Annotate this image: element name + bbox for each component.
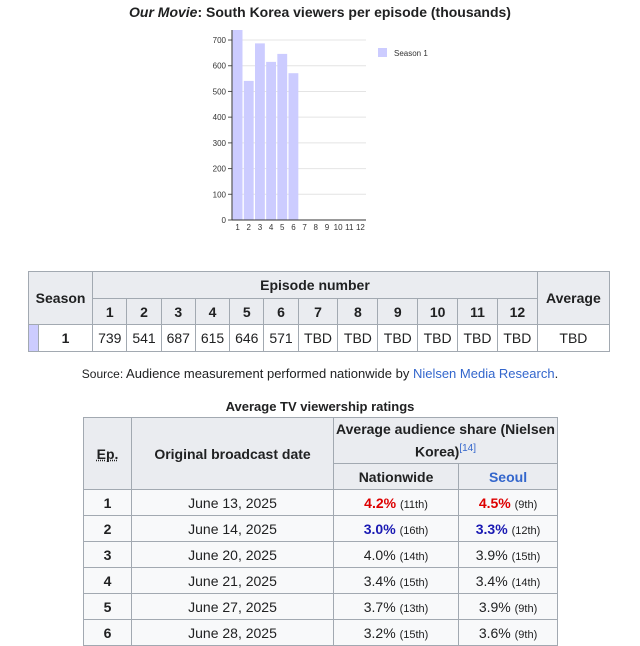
- seoul-share: 4.5%: [478, 494, 511, 511]
- nationwide-share: 3.7%: [363, 598, 396, 615]
- broadcast-date-cell: June 28, 2025: [132, 620, 334, 646]
- legend-swatch: [378, 48, 387, 57]
- table-row: [84, 516, 558, 542]
- nationwide-rank: (14th): [399, 550, 429, 563]
- chart-title: [0, 4, 640, 20]
- episode-number-header: Episode number: [93, 272, 538, 299]
- episode-header-row: [29, 299, 610, 325]
- seoul-cell: [459, 516, 558, 542]
- nationwide-share: 3.2%: [363, 624, 396, 641]
- date-header: Original broadcast date: [132, 418, 334, 490]
- nationwide-rank: (16th): [399, 524, 429, 537]
- table-row: [84, 594, 558, 620]
- episode-viewers-8: TBD: [338, 325, 378, 352]
- x-tick-label: 12: [355, 223, 365, 232]
- bar-episode-1: [233, 30, 243, 220]
- episode-viewers-4: 615: [195, 325, 229, 352]
- ep-abbr[interactable]: Ep.: [96, 445, 119, 462]
- episode-number-1: 1: [93, 299, 127, 325]
- x-tick-label: 5: [280, 223, 285, 232]
- x-tick-label: 3: [257, 223, 263, 232]
- average-header: Average: [537, 272, 609, 325]
- nationwide-cell: [334, 490, 459, 516]
- episode-cell: 4: [84, 568, 132, 594]
- y-tick-label: 500: [212, 87, 226, 97]
- episode-viewers-1: 739: [93, 325, 127, 352]
- episode-cell: 6: [84, 620, 132, 646]
- season-number: 1: [39, 325, 93, 352]
- nationwide-rank: (15th): [399, 576, 429, 589]
- episode-viewers-9: TBD: [378, 325, 418, 352]
- episode-number-6: 6: [264, 299, 298, 325]
- episode-cell: 1: [84, 490, 132, 516]
- y-tick-label: 100: [212, 190, 226, 200]
- nationwide-rank: (11th): [399, 498, 428, 511]
- broadcast-date-cell: June 27, 2025: [132, 594, 334, 620]
- seoul-rank: (15th): [511, 550, 541, 563]
- average-value: TBD: [537, 325, 609, 352]
- seoul-rank: (9th): [514, 602, 538, 615]
- seoul-header[interactable]: Seoul: [459, 464, 558, 490]
- nationwide-cell: [334, 594, 459, 620]
- table-row: [84, 542, 558, 568]
- nationwide-cell: [334, 620, 459, 646]
- x-tick-label: 2: [246, 223, 251, 232]
- episode-cell: 3: [84, 542, 132, 568]
- episode-viewers-12: TBD: [497, 325, 537, 352]
- bar-episode-5: [277, 54, 287, 220]
- episode-cell: 5: [84, 594, 132, 620]
- episode-number-10: 10: [418, 299, 458, 325]
- episode-cell: 2: [84, 516, 132, 542]
- source-note: [0, 366, 640, 381]
- episode-viewers-11: TBD: [458, 325, 498, 352]
- seoul-rank: (9th): [514, 498, 538, 511]
- legend-entry: Season 1: [394, 49, 428, 58]
- seoul-cell: [459, 490, 558, 516]
- chart-title-show-name: Our Movie: [129, 4, 198, 20]
- nationwide-share: 4.2%: [364, 494, 397, 511]
- seoul-cell: [459, 568, 558, 594]
- seoul-share: 3.4%: [475, 572, 508, 589]
- episode-viewers-5: 646: [230, 325, 264, 352]
- x-tick-label: 11: [345, 223, 354, 232]
- episode-number-4: 4: [195, 299, 229, 325]
- x-tick-label: 6: [291, 223, 296, 232]
- episode-number-9: 9: [378, 299, 418, 325]
- nationwide-share: 3.0%: [363, 520, 396, 537]
- viewers-bar-chart: [0, 24, 640, 236]
- episode-number-2: 2: [127, 299, 161, 325]
- x-tick-label: 1: [235, 223, 240, 232]
- x-tick-label: 9: [324, 223, 330, 232]
- reference-link[interactable]: [14]: [459, 443, 477, 455]
- seoul-share: 3.3%: [475, 520, 508, 537]
- episode-number-12: 12: [497, 299, 537, 325]
- y-tick-label: 300: [212, 138, 226, 148]
- seoul-cell: [459, 620, 558, 646]
- broadcast-date-cell: June 13, 2025: [132, 490, 334, 516]
- x-tick-label: 7: [302, 223, 307, 232]
- episode-number-7: 7: [298, 299, 338, 325]
- nationwide-cell: [334, 568, 459, 594]
- broadcast-date-cell: June 20, 2025: [132, 542, 334, 568]
- table-row: [84, 568, 558, 594]
- episode-viewers-3: 687: [161, 325, 195, 352]
- seoul-share: 3.9%: [475, 546, 508, 563]
- seoul-cell: [459, 542, 558, 568]
- table-row: [84, 490, 558, 516]
- ep-header: [84, 418, 132, 490]
- y-tick-label: 400: [212, 113, 226, 123]
- episode-viewers-6: 571: [264, 325, 298, 352]
- source-label: Source:: [81, 367, 124, 381]
- nationwide-cell: [334, 516, 459, 542]
- bar-episode-2: [244, 81, 254, 220]
- seoul-rank: (12th): [511, 524, 541, 537]
- episode-number-11: 11: [458, 299, 498, 325]
- seoul-rank: (14th): [511, 576, 541, 589]
- episode-number-3: 3: [161, 299, 195, 325]
- episode-number-5: 5: [230, 299, 264, 325]
- ratings-body: [84, 490, 558, 646]
- episode-number-8: 8: [338, 299, 378, 325]
- chart-title-rest: : South Korea viewers per episode (thousands): [197, 4, 511, 20]
- episode-viewers-table: [28, 271, 610, 352]
- table-row: [29, 325, 610, 352]
- x-tick-label: 8: [313, 223, 318, 232]
- season-header: Season: [29, 272, 93, 325]
- broadcast-date-cell: June 21, 2025: [132, 568, 334, 594]
- table-row: [84, 620, 558, 646]
- season-color-swatch: [29, 325, 39, 352]
- seoul-share: 3.9%: [478, 598, 511, 615]
- episode-viewers-2: 541: [127, 325, 161, 352]
- nationwide-share: 3.4%: [363, 572, 396, 589]
- bar-episode-6: [289, 73, 299, 220]
- y-tick-label: 700: [212, 36, 226, 46]
- nationwide-rank: (13th): [399, 602, 429, 615]
- share-header: [334, 418, 558, 464]
- bar-episode-4: [266, 62, 276, 220]
- y-tick-label: 200: [212, 164, 226, 174]
- y-tick-label: 0: [221, 216, 226, 225]
- bar-episode-3: [255, 43, 265, 220]
- nationwide-rank: (15th): [399, 628, 429, 641]
- x-tick-label: 10: [333, 223, 343, 232]
- broadcast-date-cell: June 14, 2025: [132, 516, 334, 542]
- source-end: .: [554, 366, 559, 381]
- nielsen-link[interactable]: Nielsen Media Research: [412, 366, 555, 381]
- seoul-rank: (9th): [514, 628, 538, 641]
- nationwide-cell: [334, 542, 459, 568]
- nationwide-header: Nationwide: [334, 464, 459, 490]
- source-text: Audience measurement performed nationwide by: [123, 366, 413, 381]
- y-tick-label: 600: [212, 61, 226, 71]
- seoul-share: 3.6%: [478, 624, 511, 641]
- ratings-caption: Average TV viewership ratings: [225, 399, 415, 414]
- seoul-cell: [459, 594, 558, 620]
- nationwide-share: 4.0%: [363, 546, 396, 563]
- episode-viewers-10: TBD: [418, 325, 458, 352]
- episode-viewers-7: TBD: [298, 325, 338, 352]
- ratings-table: [83, 417, 558, 646]
- share-header-text: Average audience share (Nielsen Korea): [336, 421, 555, 460]
- x-tick-label: 4: [268, 223, 274, 232]
